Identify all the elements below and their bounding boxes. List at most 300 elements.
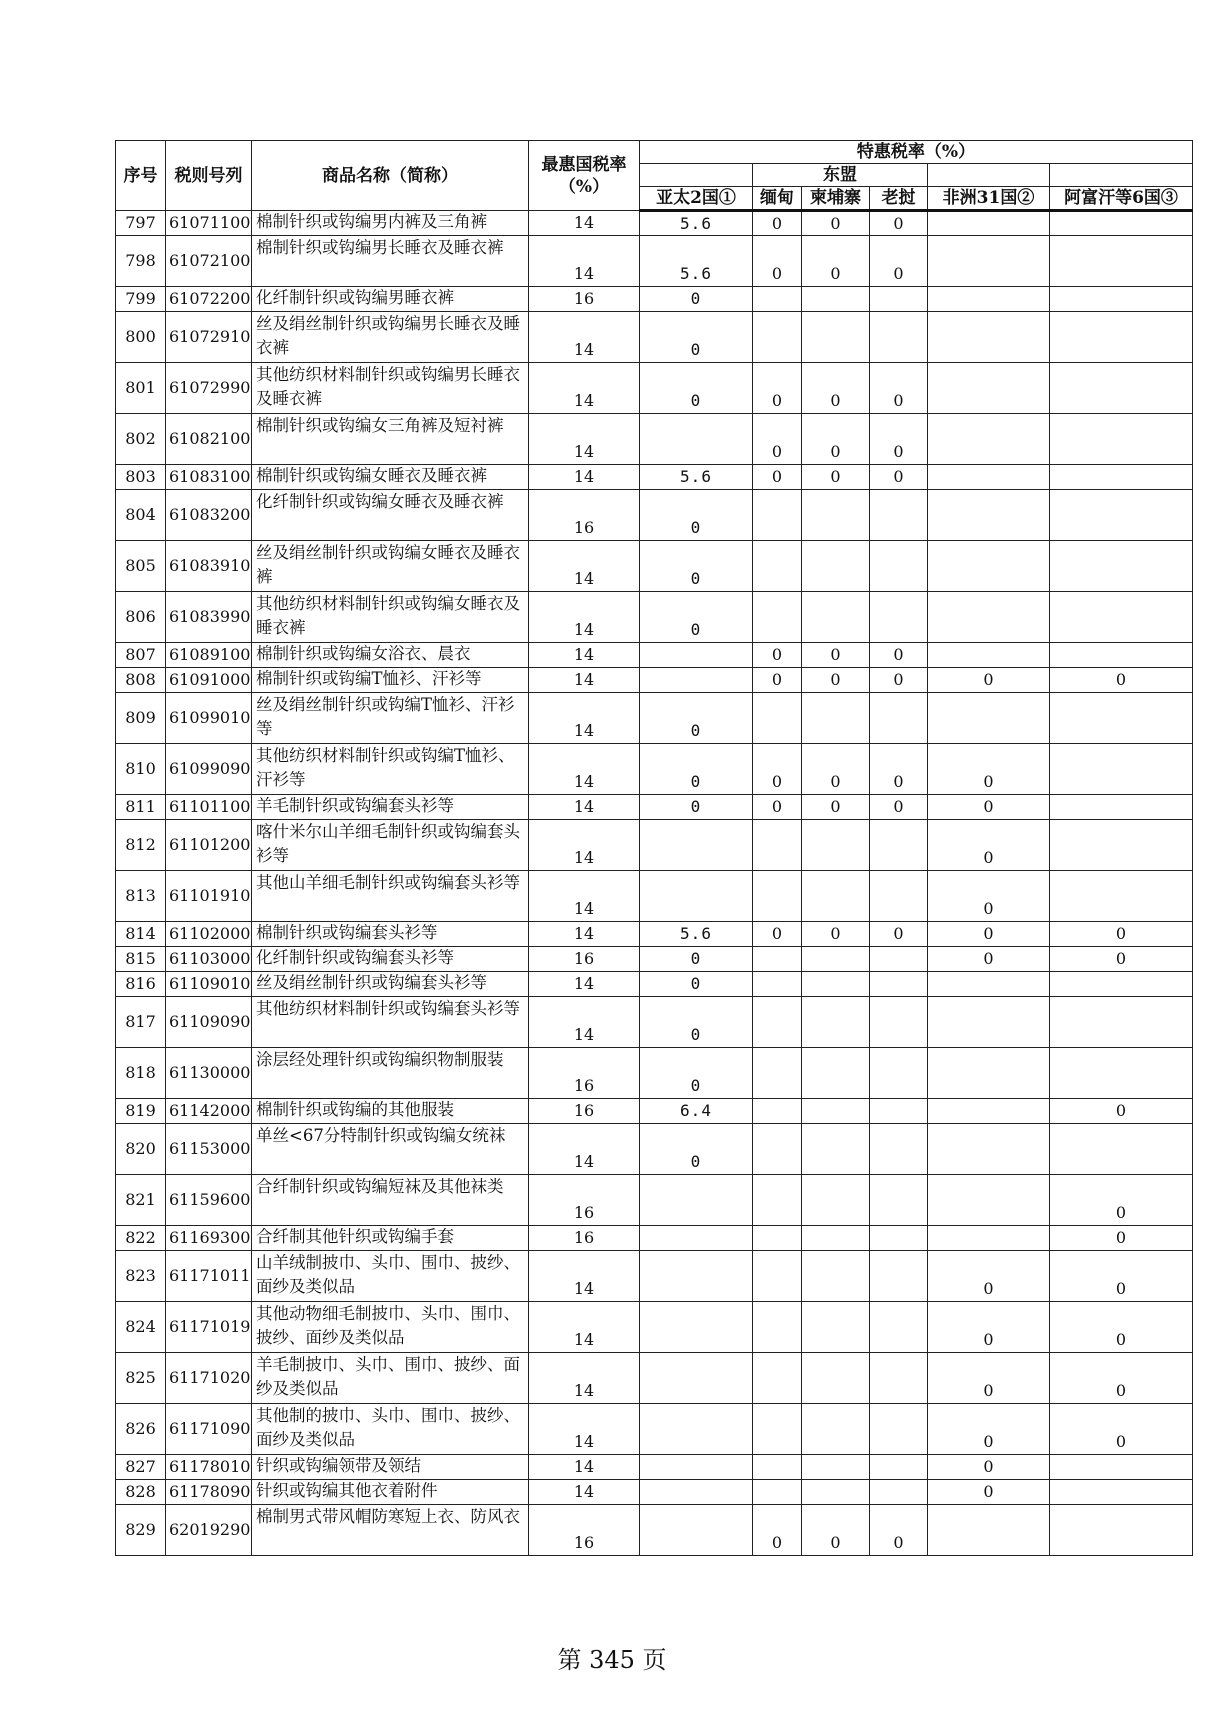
apta-cell (640, 1251, 753, 1302)
myanmar-cell (753, 287, 802, 312)
mfn-cell: 14 (529, 1124, 640, 1175)
afghan-cell: 0 (1050, 1302, 1193, 1353)
cambodia-cell: 0 (802, 643, 870, 668)
afghan-cell: 0 (1050, 922, 1193, 947)
name-cell: 棉制针织或钩编女睡衣及睡衣裤 (252, 465, 529, 490)
seq-cell: 805 (116, 541, 166, 592)
code-cell: 61178090 (166, 1480, 252, 1505)
name-cell: 棉制针织或钩编男长睡衣及睡衣裤 (252, 236, 529, 287)
table-row (116, 1124, 1193, 1175)
seq-cell: 806 (116, 592, 166, 643)
cambodia-cell (802, 871, 870, 922)
afghan-cell: 0 (1050, 1251, 1193, 1302)
seq-cell: 822 (116, 1226, 166, 1251)
mfn-cell: 14 (529, 1480, 640, 1505)
seq-cell: 815 (116, 947, 166, 972)
mfn-cell: 14 (529, 363, 640, 414)
apta-cell (640, 643, 753, 668)
myanmar-cell (753, 1124, 802, 1175)
myanmar-cell: 0 (753, 363, 802, 414)
afghan-cell (1050, 693, 1193, 744)
myanmar-cell (753, 1048, 802, 1099)
cambodia-cell (802, 1353, 870, 1404)
code-cell: 61159600 (166, 1175, 252, 1226)
name-cell: 丝及绢丝制针织或钩编女睡衣及睡衣裤 (252, 541, 529, 592)
africa-cell (928, 414, 1050, 465)
mfn-cell: 14 (529, 997, 640, 1048)
cambodia-cell: 0 (802, 1505, 870, 1556)
seq-cell: 816 (116, 972, 166, 997)
table-row (116, 643, 1193, 668)
name-cell: 丝及绢丝制针织或钩编套头衫等 (252, 972, 529, 997)
seq-cell: 797 (116, 211, 166, 236)
myanmar-cell (753, 820, 802, 871)
name-cell: 其他制的披巾、头巾、围巾、披纱、面纱及类似品 (252, 1404, 529, 1455)
name-cell: 羊毛制披巾、头巾、围巾、披纱、面纱及类似品 (252, 1353, 529, 1404)
header-mfn (529, 141, 640, 211)
laos-cell: 0 (870, 795, 928, 820)
africa-cell: 0 (928, 668, 1050, 693)
myanmar-cell: 0 (753, 211, 802, 236)
table-row (116, 820, 1193, 871)
code-cell: 61101910 (166, 871, 252, 922)
code-cell: 61171090 (166, 1404, 252, 1455)
laos-cell (870, 1226, 928, 1251)
table-row (116, 1404, 1193, 1455)
code-cell: 61102000 (166, 922, 252, 947)
afghan-cell (1050, 541, 1193, 592)
laos-cell: 0 (870, 465, 928, 490)
seq-cell: 823 (116, 1251, 166, 1302)
name-cell: 其他纺织材料制针织或钩编男长睡衣及睡衣裤 (252, 363, 529, 414)
seq-cell: 824 (116, 1302, 166, 1353)
cambodia-cell (802, 1175, 870, 1226)
cambodia-cell (802, 490, 870, 541)
seq-cell: 828 (116, 1480, 166, 1505)
mfn-cell: 14 (529, 972, 640, 997)
mfn-cell: 14 (529, 693, 640, 744)
seq-cell: 814 (116, 922, 166, 947)
header-myanmar: 缅甸 (753, 187, 802, 211)
apta-cell: 0 (640, 693, 753, 744)
myanmar-cell (753, 312, 802, 363)
apta-cell: 5.6 (640, 211, 753, 236)
africa-cell: 0 (928, 1251, 1050, 1302)
code-cell: 61082100 (166, 414, 252, 465)
apta-cell: 0 (640, 795, 753, 820)
myanmar-cell: 0 (753, 668, 802, 693)
name-cell: 其他纺织材料制针织或钩编T恤衫、汗衫等 (252, 744, 529, 795)
afghan-cell: 0 (1050, 1175, 1193, 1226)
seq-cell: 821 (116, 1175, 166, 1226)
table-row (116, 287, 1193, 312)
apta-cell: 5.6 (640, 236, 753, 287)
mfn-cell: 14 (529, 1251, 640, 1302)
mfn-cell: 14 (529, 1404, 640, 1455)
cambodia-cell (802, 1124, 870, 1175)
table-row (116, 1480, 1193, 1505)
afghan-cell: 0 (1050, 1404, 1193, 1455)
code-cell: 61109090 (166, 997, 252, 1048)
name-cell: 喀什米尔山羊细毛制针织或钩编套头衫等 (252, 820, 529, 871)
laos-cell: 0 (870, 668, 928, 693)
afghan-cell (1050, 211, 1193, 236)
code-cell: 61083200 (166, 490, 252, 541)
table-row (116, 490, 1193, 541)
apta-cell: 0 (640, 592, 753, 643)
table-row (116, 922, 1193, 947)
mfn-cell: 14 (529, 592, 640, 643)
laos-cell: 0 (870, 363, 928, 414)
table-row (116, 541, 1193, 592)
code-cell: 61099010 (166, 693, 252, 744)
code-cell: 61130000 (166, 1048, 252, 1099)
code-cell: 61171011 (166, 1251, 252, 1302)
apta-cell: 0 (640, 1048, 753, 1099)
cambodia-cell: 0 (802, 363, 870, 414)
laos-cell: 0 (870, 414, 928, 465)
africa-cell (928, 1124, 1050, 1175)
africa-cell (928, 490, 1050, 541)
table-row (116, 1353, 1193, 1404)
mfn-cell: 14 (529, 211, 640, 236)
apta-cell (640, 820, 753, 871)
mfn-cell: 14 (529, 1302, 640, 1353)
header-afghan: 阿富汗等6国③ (1050, 187, 1193, 211)
seq-cell: 800 (116, 312, 166, 363)
name-cell: 棉制针织或钩编套头衫等 (252, 922, 529, 947)
header-africa-spacer (928, 164, 1050, 187)
afghan-cell (1050, 643, 1193, 668)
cambodia-cell (802, 1251, 870, 1302)
cambodia-cell (802, 541, 870, 592)
tariff-table (115, 140, 1193, 1556)
myanmar-cell: 0 (753, 465, 802, 490)
table-row (116, 363, 1193, 414)
code-cell: 61101100 (166, 795, 252, 820)
afghan-cell (1050, 312, 1193, 363)
code-cell: 61072200 (166, 287, 252, 312)
mfn-cell: 16 (529, 1048, 640, 1099)
afghan-cell (1050, 363, 1193, 414)
cambodia-cell (802, 820, 870, 871)
name-cell: 其他山羊细毛制针织或钩编套头衫等 (252, 871, 529, 922)
africa-cell: 0 (928, 1455, 1050, 1480)
seq-cell: 817 (116, 997, 166, 1048)
africa-cell (928, 592, 1050, 643)
seq-cell: 818 (116, 1048, 166, 1099)
mfn-cell: 14 (529, 236, 640, 287)
cambodia-cell (802, 1048, 870, 1099)
africa-cell (928, 643, 1050, 668)
mfn-cell: 14 (529, 668, 640, 693)
afghan-cell: 0 (1050, 1099, 1193, 1124)
laos-cell (870, 947, 928, 972)
afghan-cell (1050, 1048, 1193, 1099)
seq-cell: 810 (116, 744, 166, 795)
cambodia-cell (802, 1226, 870, 1251)
africa-cell (928, 1505, 1050, 1556)
apta-cell: 6.4 (640, 1099, 753, 1124)
code-cell: 61153000 (166, 1124, 252, 1175)
header-seq: 序号 (116, 141, 166, 211)
myanmar-cell: 0 (753, 922, 802, 947)
myanmar-cell: 0 (753, 795, 802, 820)
myanmar-cell (753, 693, 802, 744)
laos-cell (870, 1353, 928, 1404)
table-row (116, 1302, 1193, 1353)
seq-cell: 820 (116, 1124, 166, 1175)
code-cell: 61091000 (166, 668, 252, 693)
name-cell: 丝及绢丝制针织或钩编T恤衫、汗衫等 (252, 693, 529, 744)
table-row (116, 236, 1193, 287)
myanmar-cell: 0 (753, 643, 802, 668)
code-cell: 61099090 (166, 744, 252, 795)
africa-cell (928, 541, 1050, 592)
apta-cell (640, 1480, 753, 1505)
afghan-cell (1050, 414, 1193, 465)
code-cell: 61171019 (166, 1302, 252, 1353)
laos-cell (870, 1175, 928, 1226)
laos-cell (870, 592, 928, 643)
afghan-cell: 0 (1050, 947, 1193, 972)
mfn-cell: 14 (529, 922, 640, 947)
table-row (116, 795, 1193, 820)
name-cell: 涂层经处理针织或钩编织物制服装 (252, 1048, 529, 1099)
apta-cell: 0 (640, 947, 753, 972)
seq-cell: 798 (116, 236, 166, 287)
africa-cell (928, 211, 1050, 236)
apta-cell (640, 1505, 753, 1556)
africa-cell (928, 465, 1050, 490)
name-cell: 山羊绒制披巾、头巾、围巾、披纱、面纱及类似品 (252, 1251, 529, 1302)
apta-cell (640, 414, 753, 465)
apta-cell: 0 (640, 997, 753, 1048)
myanmar-cell (753, 997, 802, 1048)
name-cell: 其他纺织材料制针织或钩编套头衫等 (252, 997, 529, 1048)
header-afghan-spacer (1050, 164, 1193, 187)
header-code: 税则号列 (166, 141, 252, 211)
laos-cell (870, 1124, 928, 1175)
myanmar-cell (753, 1353, 802, 1404)
name-cell: 棉制针织或钩编的其他服装 (252, 1099, 529, 1124)
afghan-cell (1050, 972, 1193, 997)
myanmar-cell: 0 (753, 414, 802, 465)
africa-cell: 0 (928, 922, 1050, 947)
africa-cell: 0 (928, 820, 1050, 871)
table-row (116, 668, 1193, 693)
table-row (116, 1175, 1193, 1226)
apta-cell (640, 1455, 753, 1480)
code-cell: 62019290 (166, 1505, 252, 1556)
seq-cell: 808 (116, 668, 166, 693)
table-row (116, 744, 1193, 795)
myanmar-cell (753, 1226, 802, 1251)
code-cell: 61089100 (166, 643, 252, 668)
name-cell: 棉制男式带风帽防寒短上衣、防风衣 (252, 1505, 529, 1556)
africa-cell: 0 (928, 795, 1050, 820)
afghan-cell (1050, 1124, 1193, 1175)
afghan-cell (1050, 465, 1193, 490)
apta-cell: 0 (640, 490, 753, 541)
header-asean: 东盟 (753, 164, 928, 187)
name-cell: 羊毛制针织或钩编套头衫等 (252, 795, 529, 820)
seq-cell: 812 (116, 820, 166, 871)
afghan-cell (1050, 1505, 1193, 1556)
apta-cell: 0 (640, 972, 753, 997)
myanmar-cell (753, 1480, 802, 1505)
cambodia-cell: 0 (802, 236, 870, 287)
cambodia-cell: 0 (802, 668, 870, 693)
apta-cell: 0 (640, 541, 753, 592)
africa-cell (928, 1226, 1050, 1251)
myanmar-cell (753, 490, 802, 541)
header-cambodia: 柬埔寨 (802, 187, 870, 211)
seq-cell: 827 (116, 1455, 166, 1480)
table-row (116, 997, 1193, 1048)
laos-cell: 0 (870, 211, 928, 236)
code-cell: 61103000 (166, 947, 252, 972)
seq-cell: 819 (116, 1099, 166, 1124)
apta-cell (640, 668, 753, 693)
africa-cell (928, 312, 1050, 363)
myanmar-cell (753, 1455, 802, 1480)
laos-cell (870, 871, 928, 922)
laos-cell (870, 1455, 928, 1480)
page-number: 第 345 页 (557, 1646, 667, 1674)
seq-cell: 803 (116, 465, 166, 490)
mfn-cell: 14 (529, 643, 640, 668)
laos-cell (870, 693, 928, 744)
laos-cell (870, 1302, 928, 1353)
laos-cell: 0 (870, 236, 928, 287)
apta-cell: 0 (640, 363, 753, 414)
myanmar-cell (753, 947, 802, 972)
seq-cell: 826 (116, 1404, 166, 1455)
afghan-cell (1050, 1455, 1193, 1480)
code-cell: 61071100 (166, 211, 252, 236)
apta-cell (640, 1353, 753, 1404)
code-cell: 61072990 (166, 363, 252, 414)
laos-cell: 0 (870, 1505, 928, 1556)
mfn-cell: 16 (529, 490, 640, 541)
table-body (116, 211, 1193, 1556)
africa-cell (928, 1099, 1050, 1124)
africa-cell (928, 1048, 1050, 1099)
table-row (116, 947, 1193, 972)
cambodia-cell: 0 (802, 414, 870, 465)
cambodia-cell (802, 592, 870, 643)
apta-cell: 0 (640, 312, 753, 363)
myanmar-cell (753, 1404, 802, 1455)
code-cell: 61169300 (166, 1226, 252, 1251)
cambodia-cell: 0 (802, 795, 870, 820)
table-row (116, 972, 1193, 997)
laos-cell (870, 312, 928, 363)
cambodia-cell (802, 1099, 870, 1124)
myanmar-cell (753, 1251, 802, 1302)
table-row (116, 1226, 1193, 1251)
laos-cell (870, 1099, 928, 1124)
afghan-cell: 0 (1050, 668, 1193, 693)
laos-cell (870, 287, 928, 312)
table-row (116, 465, 1193, 490)
table-row (116, 312, 1193, 363)
laos-cell (870, 1480, 928, 1505)
laos-cell: 0 (870, 744, 928, 795)
cambodia-cell (802, 947, 870, 972)
name-cell: 化纤制针织或钩编男睡衣裤 (252, 287, 529, 312)
table-row (116, 592, 1193, 643)
africa-cell: 0 (928, 947, 1050, 972)
mfn-cell: 16 (529, 287, 640, 312)
africa-cell (928, 236, 1050, 287)
africa-cell (928, 287, 1050, 312)
apta-cell: 0 (640, 1124, 753, 1175)
header-pref: 特惠税率（%） (640, 141, 1193, 164)
afghan-cell (1050, 592, 1193, 643)
table-row (116, 211, 1193, 236)
africa-cell (928, 997, 1050, 1048)
mfn-cell: 16 (529, 1226, 640, 1251)
code-cell: 61083990 (166, 592, 252, 643)
seq-cell: 825 (116, 1353, 166, 1404)
seq-cell: 813 (116, 871, 166, 922)
afghan-cell (1050, 820, 1193, 871)
header-laos: 老挝 (870, 187, 928, 211)
africa-cell: 0 (928, 744, 1050, 795)
mfn-cell: 16 (529, 947, 640, 972)
apta-cell (640, 1404, 753, 1455)
cambodia-cell (802, 972, 870, 997)
cambodia-cell (802, 1302, 870, 1353)
mfn-cell: 16 (529, 1099, 640, 1124)
apta-cell (640, 1302, 753, 1353)
afghan-cell (1050, 997, 1193, 1048)
apta-cell: 5.6 (640, 465, 753, 490)
table-row (116, 871, 1193, 922)
code-cell: 61178010 (166, 1455, 252, 1480)
laos-cell (870, 1404, 928, 1455)
afghan-cell (1050, 744, 1193, 795)
apta-cell (640, 1175, 753, 1226)
laos-cell (870, 541, 928, 592)
laos-cell (870, 1048, 928, 1099)
seq-cell: 799 (116, 287, 166, 312)
seq-cell: 802 (116, 414, 166, 465)
afghan-cell: 0 (1050, 1226, 1193, 1251)
africa-cell (928, 693, 1050, 744)
cambodia-cell (802, 312, 870, 363)
seq-cell: 829 (116, 1505, 166, 1556)
code-cell: 61083910 (166, 541, 252, 592)
mfn-cell: 16 (529, 1175, 640, 1226)
afghan-cell (1050, 1480, 1193, 1505)
laos-cell: 0 (870, 643, 928, 668)
laos-cell: 0 (870, 922, 928, 947)
afghan-cell: 0 (1050, 1353, 1193, 1404)
africa-cell (928, 363, 1050, 414)
name-cell: 棉制针织或钩编女三角裤及短衬裤 (252, 414, 529, 465)
table-row (116, 1099, 1193, 1124)
name-cell: 针织或钩编其他衣着附件 (252, 1480, 529, 1505)
code-cell: 61083100 (166, 465, 252, 490)
myanmar-cell (753, 871, 802, 922)
mfn-cell: 14 (529, 414, 640, 465)
cambodia-cell: 0 (802, 465, 870, 490)
africa-cell: 0 (928, 871, 1050, 922)
africa-cell: 0 (928, 1302, 1050, 1353)
